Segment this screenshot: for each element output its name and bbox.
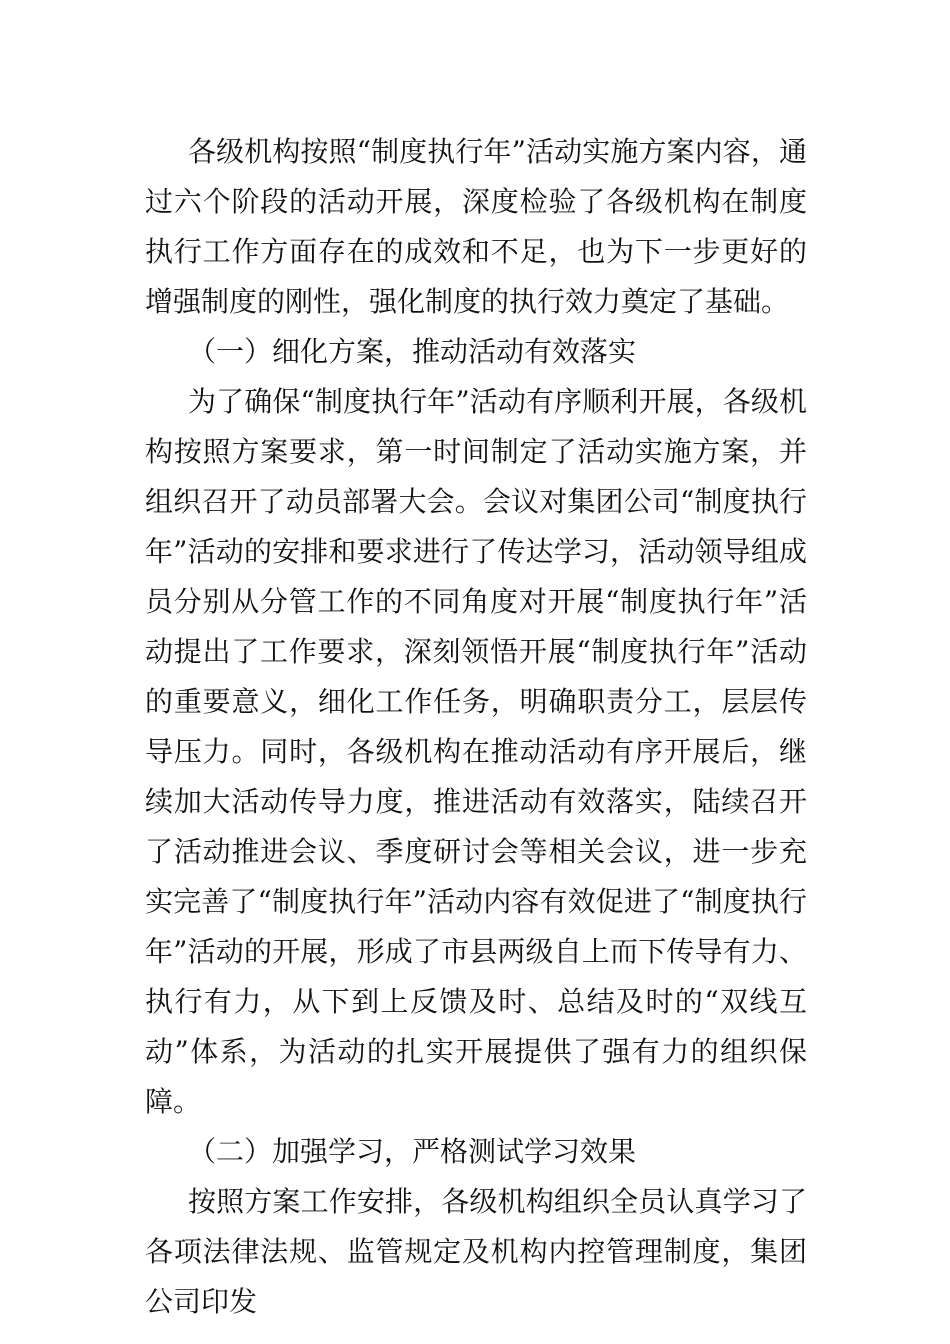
section-heading-1: （一）细化方案，推动活动有效落实 [188,335,637,368]
paragraph-section-1: 为了确保“制度执行年”活动有序顺利开展，各级机构按照方案要求，第一时间制定了活动实施方案，并组织召开了动员部署大会。会议对集团公司“制度执行年”活动的安排和要求进行了传达学习，活动领导组成员分别从分管工作的不同角度对开展“制度执行年”活动提出了工作要求，深刻领悟开展“制度执行年”活动的重要意义，细化工作任务，明确职责分工，层层传导压力。同时，各级机构在推动活动有序开展后，继续加大活动传导力度，推进活动有效落实，陆续召开了活动推进会议、季度研讨会等相关会议，进一步充实完善了“制度执行年”活动内容有效促进了“制度执行年”活动的开展，形成了市县两级自上而下传导有力、执行有力，从下到上反馈及时、总结及时的“双线互动”体系，为活动的扎实开展提供了强有力的组织保障。 [145,385,807,1118]
paragraph-intro: 各级机构按照“制度执行年”活动实施方案内容，通过六个阶段的活动开展，深度检验了各级机构在制度执行工作方面存在的成效和不足，也为下一步更好的增强制度的刚性，强化制度的执行效力奠定了基础。 [145,135,807,318]
paragraph-section-2: 按照方案工作安排，各级机构组织全员认真学习了各项法律法规、监管规定及机构内控管理制度，集团公司印发 [145,1185,807,1318]
section-heading-2: （二）加强学习，严格测试学习效果 [188,1135,637,1168]
document-body [145,127,807,1327]
